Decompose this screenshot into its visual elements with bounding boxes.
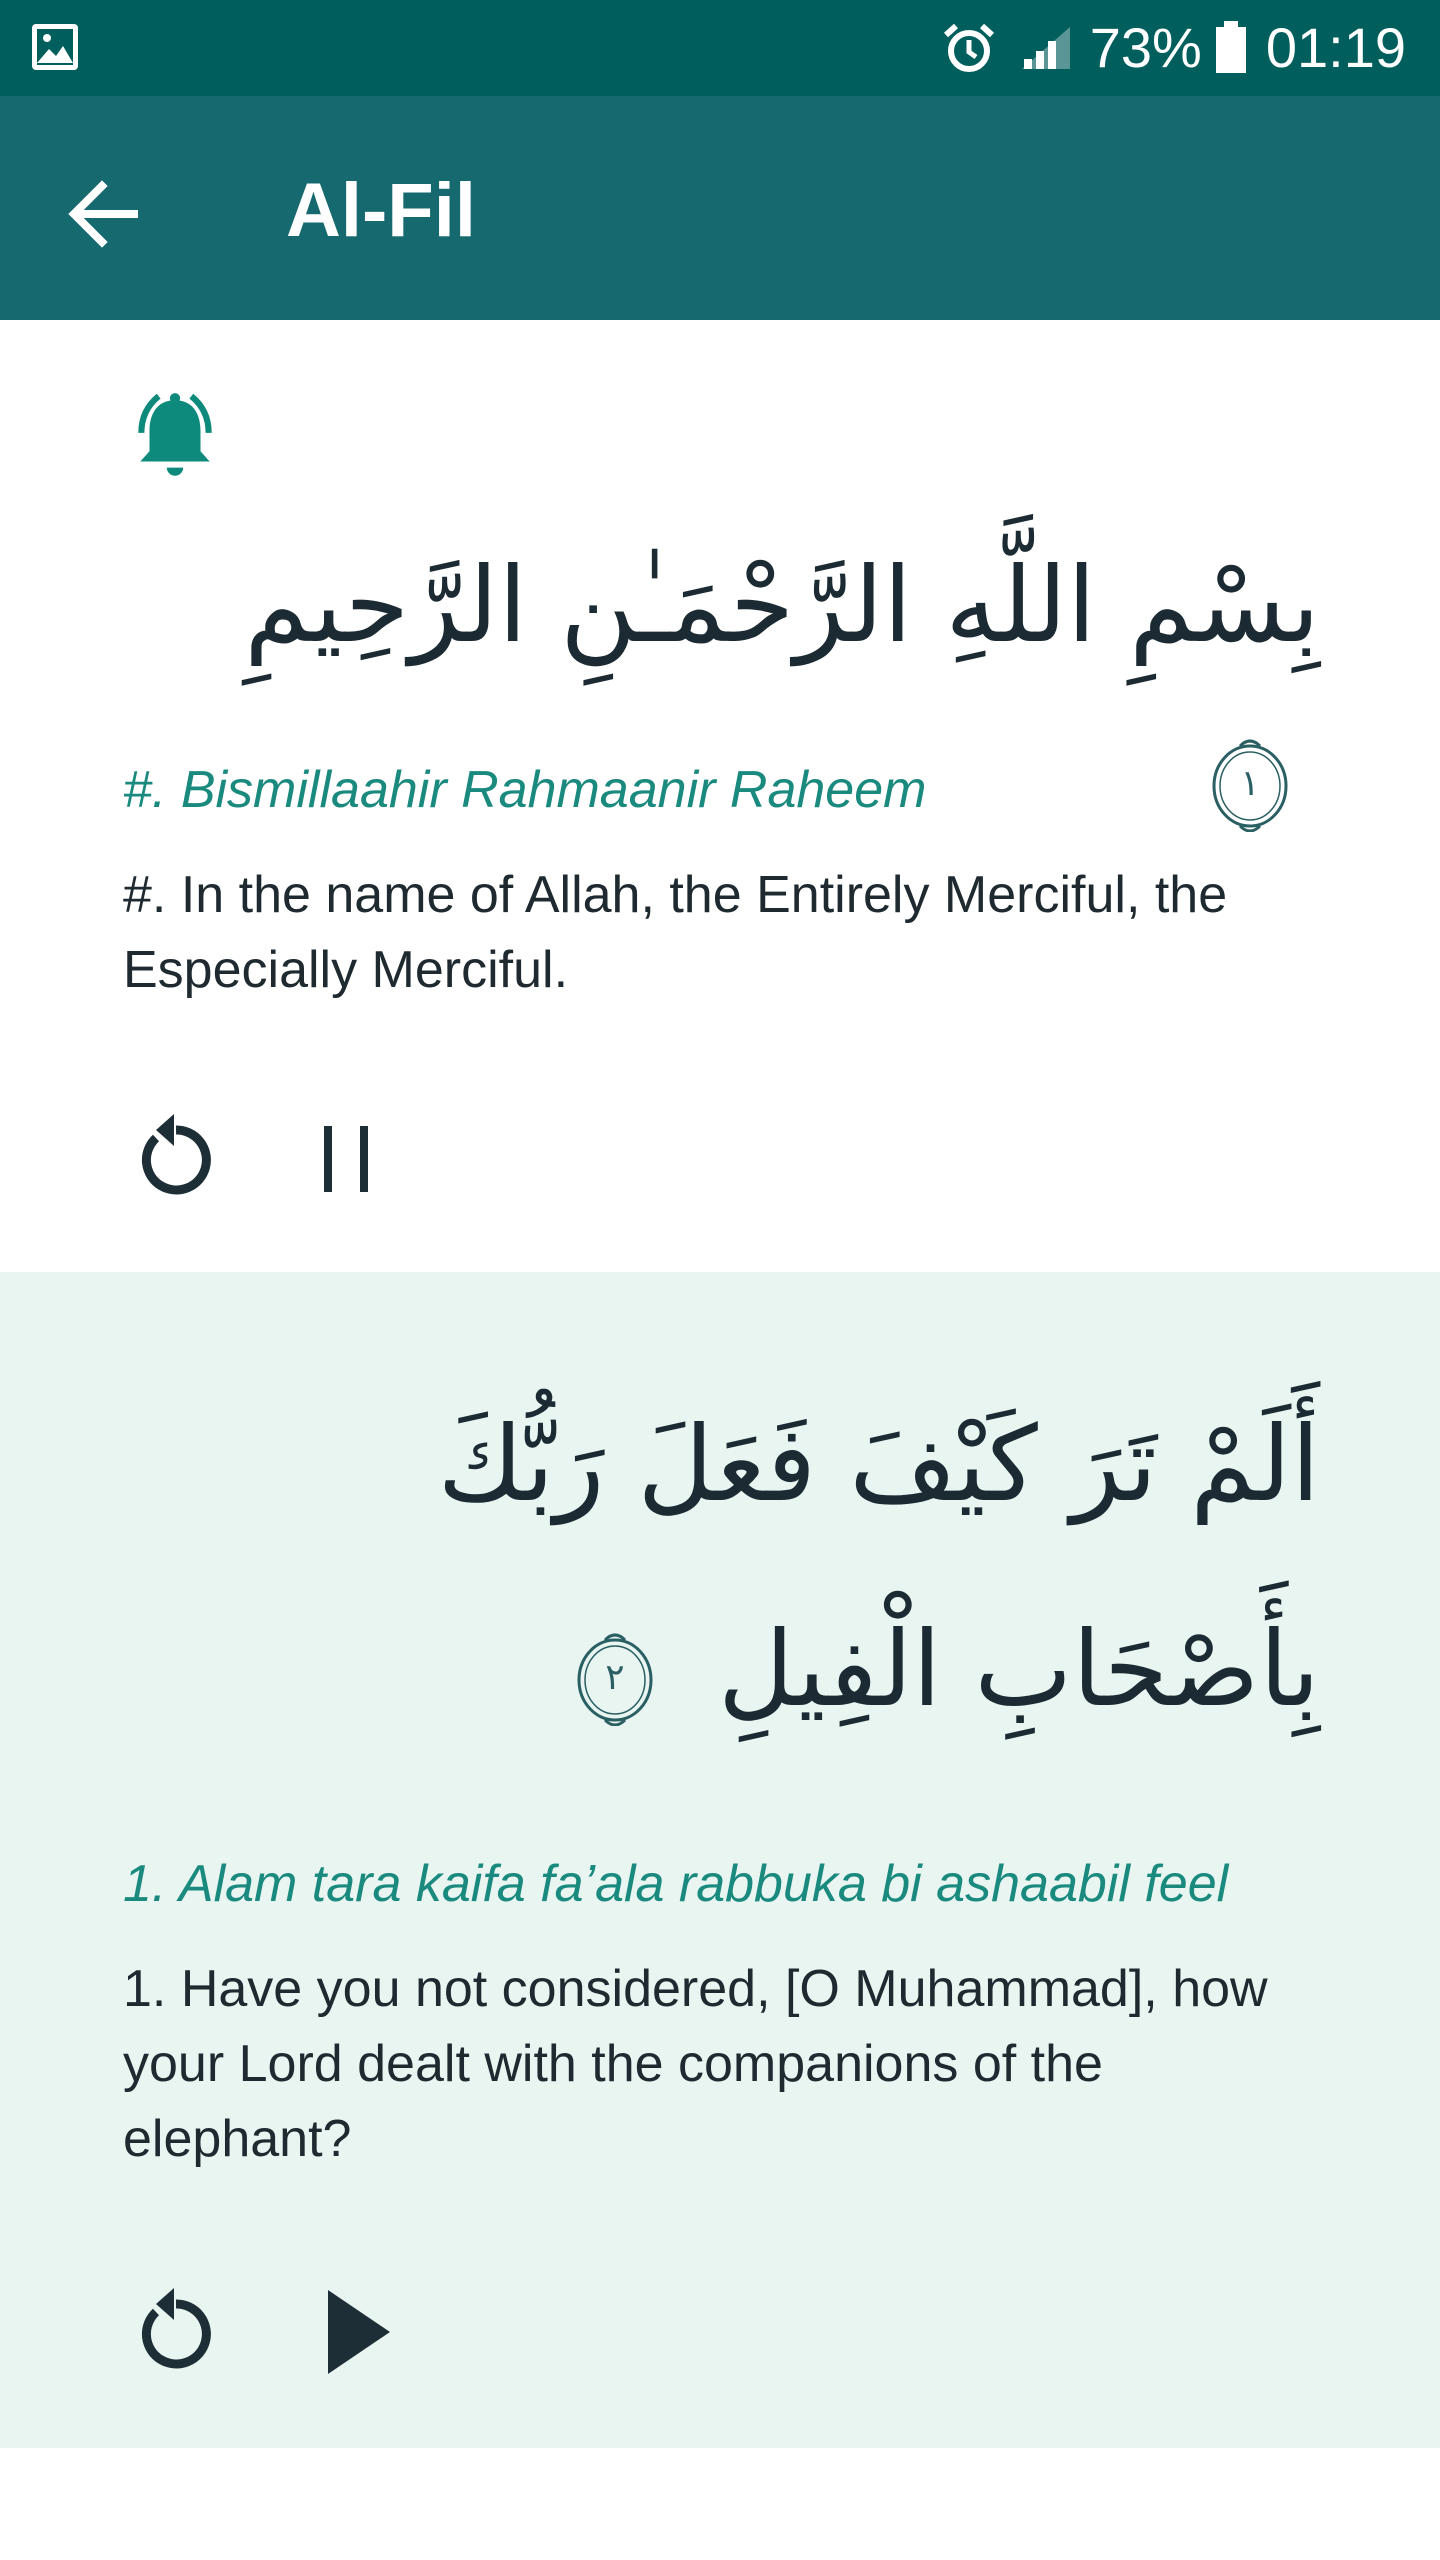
play-icon[interactable] — [306, 2282, 406, 2382]
transliteration: 1. Alam tara kaifa fa’ala rabbuka bi ashaabil feel — [123, 1855, 1229, 1913]
status-bar — [0, 0, 1440, 96]
alarm-icon — [942, 21, 996, 75]
verse-card-1[interactable] — [0, 320, 1440, 1272]
ayah-number: ١ — [1240, 762, 1260, 804]
translation: 1. Have you not considered, [O Muhammad], how your Lord dealt with the companions of the elephant? — [123, 1960, 1268, 2168]
app-bar — [0, 96, 1440, 320]
arabic-text: بِسْمِ اللَّهِ الرَّحْمَـٰنِ الرَّحِيمِ — [244, 544, 1320, 666]
signal-icon — [1018, 23, 1074, 73]
ayah-number: ٢ — [605, 1656, 625, 1698]
replay-icon[interactable] — [126, 2282, 226, 2382]
battery-percent: 73% — [1089, 16, 1202, 79]
verse-card-2[interactable] — [0, 1272, 1440, 2448]
translation: #. In the name of Allah, the Entirely Merciful, the Especially Merciful. — [123, 866, 1228, 999]
bell-ringing-icon[interactable] — [124, 386, 226, 488]
transliteration: #. Bismillaahir Rahmaanir Raheem — [123, 761, 927, 819]
ayah-number-marker — [573, 1630, 657, 1726]
page-title: Al-Fil — [286, 168, 476, 253]
gallery-icon — [30, 22, 80, 72]
battery-icon — [1214, 21, 1248, 75]
arabic-verse-text — [110, 1362, 1320, 1772]
pause-icon[interactable] — [298, 1108, 398, 1208]
back-arrow-icon[interactable] — [62, 172, 146, 256]
status-indicators — [942, 0, 1406, 96]
clock: 01:19 — [1265, 16, 1406, 79]
arabic-text: أَلَمْ تَرَ كَيْفَ فَعَلَ رَبُّكَ بِأَصْحَابِ الْفِيلِ — [437, 1403, 1320, 1730]
replay-icon[interactable] — [126, 1108, 226, 1208]
